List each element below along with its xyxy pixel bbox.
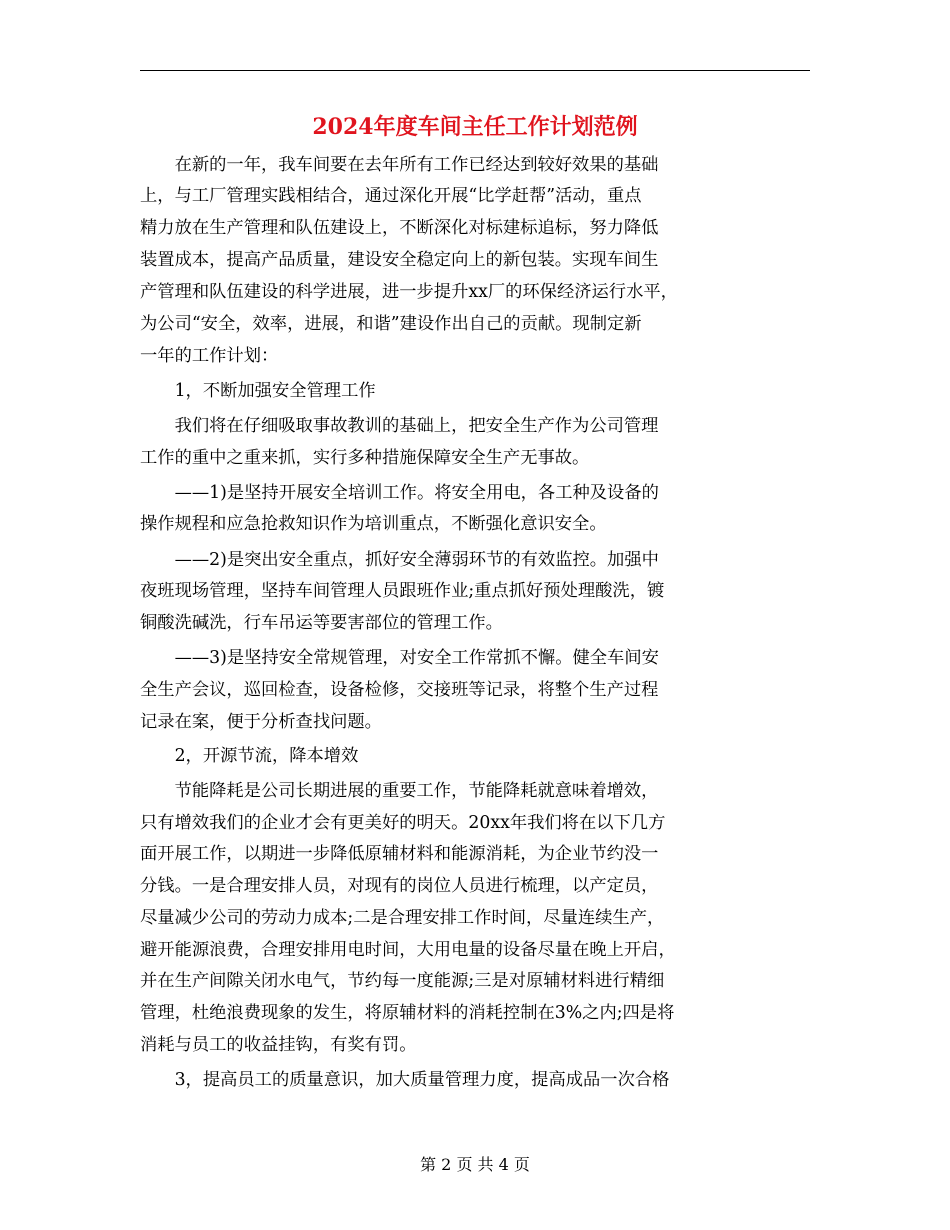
body-line: ——2)是突出安全重点，抓好安全薄弱环节的有效监控。加强中 xyxy=(140,550,659,570)
body-line: 避开能源浪费，合理安排用电时间，大用电量的设备尽量在晚上开启， xyxy=(140,940,676,960)
body-line: 尽量减少公司的劳动力成本;二是合理安排工作时间，尽量连续生产， xyxy=(140,908,665,928)
document-title: 2024年度车间主任工作计划范例 xyxy=(312,114,638,140)
body-line: 节能降耗是公司长期进展的重要工作，节能降耗就意味着增效， xyxy=(140,781,659,801)
body-line: 分钱。一是合理安排人员，对现有的岗位人员进行梳理，以产定员， xyxy=(140,876,659,896)
body-line: 我们将在仔细吸取事故教训的基础上，把安全生产作为公司管理 xyxy=(140,416,659,436)
body-line: 精力放在生产管理和队伍建设上，不断深化对标建标追标，努力降低 xyxy=(140,218,659,238)
body-line: 记录在案，便于分析查找问题。 xyxy=(140,712,382,732)
body-line: 消耗与员工的收益挂钩，有奖有罚。 xyxy=(140,1035,417,1055)
body-line: 产管理和队伍建设的科学进展，进一步提升xx厂的环保经济运行水平， xyxy=(140,282,678,302)
body-line: 夜班现场管理，坚持车间管理人员跟班作业;重点抓好预处理酸洗，镀 xyxy=(140,581,665,601)
body-line: 只有增效我们的企业才会有更美好的明天。20xx年我们将在以下几方 xyxy=(140,813,666,833)
body-line: 全生产会议，巡回检查，设备检修，交接班等记录，将整个生产过程 xyxy=(140,680,659,700)
header-rule xyxy=(140,70,810,71)
body-line: 工作的重中之重来抓，实行多种措施保障安全生产无事故。 xyxy=(140,448,590,468)
section-heading: 2，开源节流，降本增效 xyxy=(140,746,359,766)
body-line: 铜酸洗碱洗，行车吊运等要害部位的管理工作。 xyxy=(140,613,503,633)
body-line: 在新的一年，我车间要在去年所有工作已经达到较好效果的基础 xyxy=(140,155,659,175)
body-line: 一年的工作计划： xyxy=(140,346,279,366)
body-line: 操作规程和应急抢救知识作为培训重点，不断强化意识安全。 xyxy=(140,514,607,534)
body-line: 管理，杜绝浪费现象的发生，将原辅材料的消耗控制在3%之内;四是将 xyxy=(140,1003,675,1023)
section-heading: 3，提高员工的质量意识，加大质量管理力度，提高成品一次合格 xyxy=(140,1070,670,1090)
body-line: 为公司“安全，效率，进展，和谐”建设作出自己的贡献。现制定新 xyxy=(140,314,642,334)
body-line: 上，与工厂管理实践相结合，通过深化开展“比学赶帮”活动，重点 xyxy=(140,186,642,206)
page-number: 第 2 页 共 4 页 xyxy=(420,1155,530,1174)
body-line: 面开展工作，以期进一步降低原辅材料和能源消耗，为企业节约没一 xyxy=(140,844,659,864)
section-heading: 1，不断加强安全管理工作 xyxy=(140,381,376,401)
body-line: ——3)是坚持安全常规管理，对安全工作常抓不懈。健全车间安 xyxy=(140,648,659,668)
body-line: 装置成本，提高产品质量，建设安全稳定向上的新包装。实现车间生 xyxy=(140,250,659,270)
body-line: ——1)是坚持开展安全培训工作。将安全用电，各工种及设备的 xyxy=(140,483,659,503)
body-line: 并在生产间隙关闭水电气，节约每一度能源;三是对原辅材料进行精细 xyxy=(140,971,665,991)
